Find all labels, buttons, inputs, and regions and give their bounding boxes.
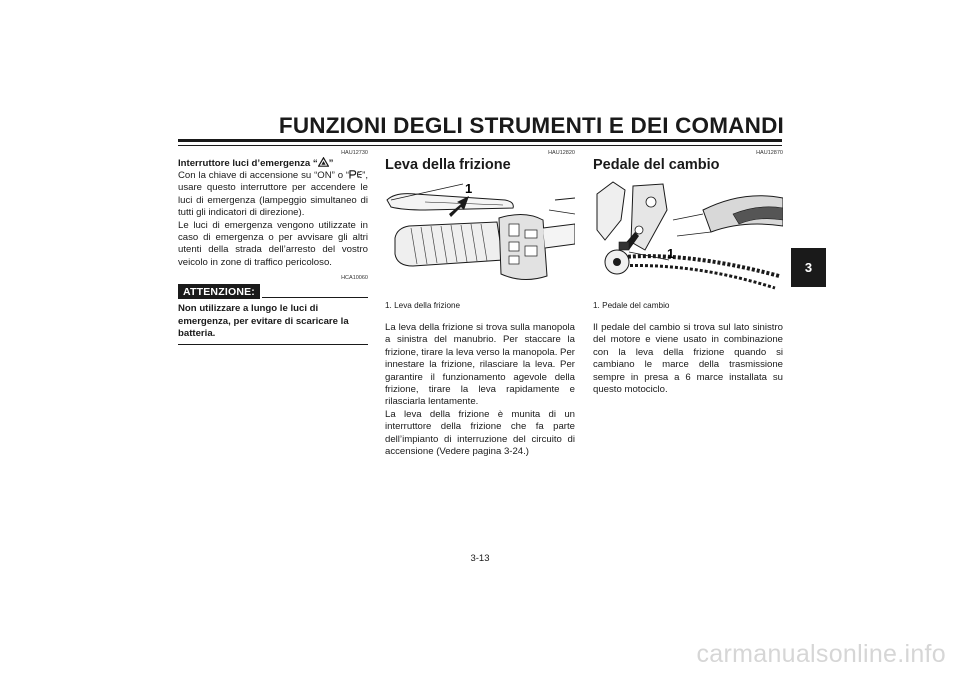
clutch-lever-heading: Leva della frizione [385, 157, 511, 173]
watermark: carmanualsonline.info [696, 640, 946, 668]
warning-end-rule [178, 344, 368, 345]
column-shift-pedal [593, 150, 783, 396]
warning-label: ATTENZIONE: [178, 284, 260, 299]
page-number: 3-13 [470, 553, 490, 564]
header-rule [178, 139, 782, 142]
clutch-paragraph-2: La leva della frizione è munita di un interruttore della frizione che fa parte dell’impianto di interruzione del circuito di accensione (Vedere pagina 3-24.) [385, 408, 575, 458]
warning-rule [262, 297, 368, 298]
parking-light-icon [349, 170, 362, 179]
figure-callout-number: 1 [465, 181, 473, 196]
clutch-lever-figure [385, 180, 575, 295]
clutch-paragraph-1: La leva della frizione si trova sulla manopola a sinistra del manubrio. Per staccare la frizione, tirare la leva verso la manopola. Per innestare la frizione, rilasciare la leva. Per garantire il funzionamento agevole della frizione, tirare la leva rapidamente e rilasciarla lentamente. [385, 322, 575, 408]
page-title: FUNZIONI DEGLI STRUMENTI E DEI COMANDI [278, 113, 784, 138]
figure-callout-number: 1 [667, 246, 675, 261]
chapter-tab: 3 [791, 248, 826, 287]
header-rule-thin [178, 145, 782, 146]
clutch-lever-illustration [385, 180, 575, 295]
column-clutch-lever [385, 150, 575, 458]
hazard-triangle-icon [318, 157, 329, 167]
column-hazard-switch [178, 150, 368, 345]
warning-reference-code: HCA10060 [341, 275, 368, 282]
hazard-paragraph-1: Con la chiave di accensione su “ON” o “ ”, usare questo interruttore per accendere le luci di emergenza (lampeggio simultaneo di tutti gli indicatori di direzione). [178, 170, 368, 219]
shift-pedal-illustration [593, 180, 783, 295]
warning-text: Non utilizzare a lungo le luci di emergenza, per evitare di scaricare la batteria. [178, 303, 349, 340]
reference-code: HAU12870 [756, 150, 783, 156]
shift-pedal-heading: Pedale del cambio [593, 157, 720, 173]
shift-pedal-paragraph-1: Il pedale del cambio si trova sul lato sinistro del motore e viene usato in combinazione con la leva della frizione quando si cambiano le marce della trasmissione sempre in presa a 6 marce installata su questo motociclo. [593, 322, 783, 396]
shift-pedal-figure [593, 180, 783, 295]
reference-code: HAU12730 [341, 150, 368, 156]
figure-caption: 1. Pedale del cambio [593, 301, 670, 310]
figure-caption: 1. Leva della frizione [385, 301, 461, 310]
warning-header [178, 284, 368, 299]
reference-code: HAU12820 [548, 150, 575, 156]
hazard-paragraph-2: Le luci di emergenza vengono utilizzate in caso di emergenza o per avvisare gli altri utenti della strada dell’arresto del vostro veicolo in zone di traffico pericoloso. [178, 219, 368, 268]
hazard-switch-subheading: Interruttore luci d’emergenza “ ” [178, 158, 334, 169]
